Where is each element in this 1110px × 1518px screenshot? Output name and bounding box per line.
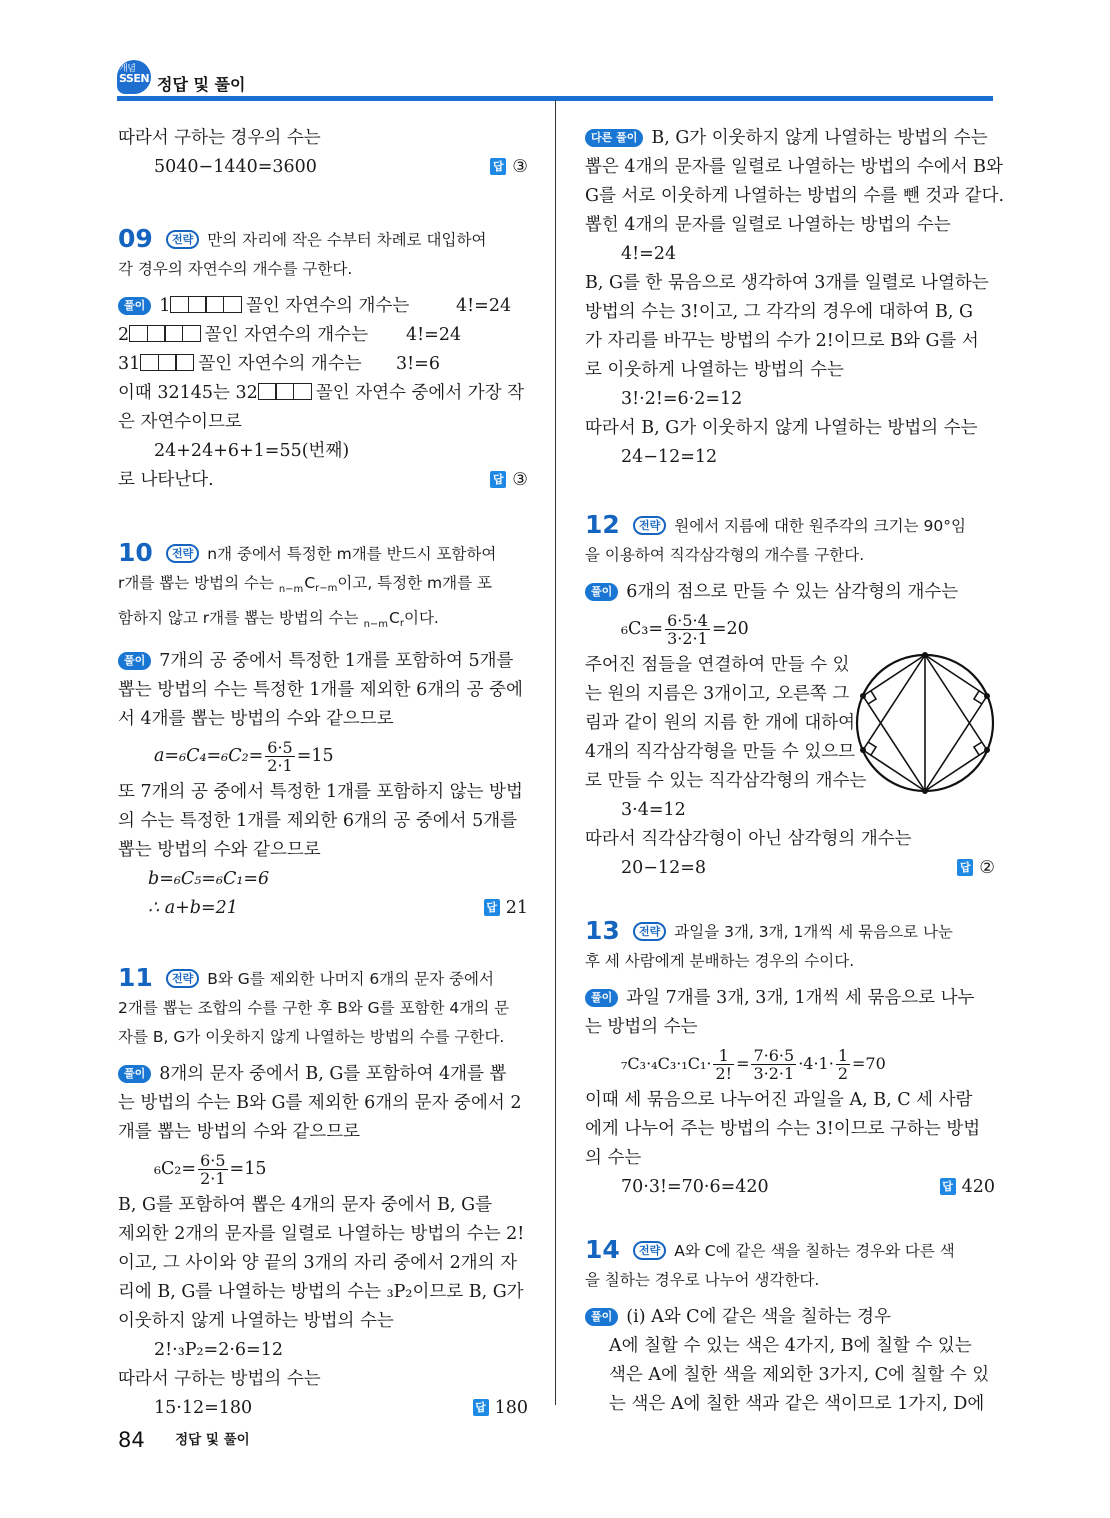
- solution-badge: 풀이: [585, 989, 618, 1007]
- equation: =15: [296, 746, 334, 766]
- question-number: 12: [585, 510, 620, 539]
- page-header: [117, 58, 993, 102]
- solution-badge: 풀이: [585, 583, 618, 601]
- numerator: 1: [837, 1046, 849, 1065]
- text-line: 는 방법의 수는 B와 G를 제외한 6개의 문자 중에서 2: [118, 1093, 522, 1113]
- question-10: [118, 538, 528, 923]
- answer-value: ③: [512, 470, 528, 490]
- text-line: A에 칠할 수 있는 색은 4가지, B에 칠할 수 있는: [609, 1336, 972, 1356]
- denominator: 3·2·1: [667, 629, 708, 648]
- text-line: 따라서 구하는 방법의 수는: [118, 1369, 321, 1389]
- digit-prefix: 2: [118, 325, 130, 345]
- page-footer: [118, 1428, 250, 1452]
- text-line: 뽑는 방법의 수는 특정한 1개를 제외한 6개의 공 중에: [118, 680, 523, 700]
- blank-box: [223, 296, 242, 313]
- text-line: 방법의 수는 3!이고, 그 각각의 경우에 대하여 B, G: [585, 302, 974, 322]
- text-line: 는 방법의 수는: [585, 1017, 698, 1037]
- numerator: 6·5: [267, 738, 293, 757]
- text-line: 로 이웃하게 나열하는 방법의 수는: [585, 360, 844, 380]
- alt-solution-badge: 다른 풀이: [585, 129, 643, 147]
- equation-line: [118, 734, 528, 778]
- denominator: 2·1: [200, 1169, 226, 1188]
- equation: 5040−1440=3600: [154, 157, 317, 177]
- digit-prefix: 31: [118, 354, 141, 374]
- text-line: 림과 같이 원의 지름 한 개에 대하여: [585, 713, 856, 733]
- equation-line: [118, 153, 528, 182]
- text-line: 뽑힌 4개의 문자를 일렬로 나열하는 방법의 수는: [585, 215, 951, 235]
- digit-prefix: 1: [159, 296, 171, 316]
- blank-box: [158, 354, 177, 371]
- column-divider: [555, 100, 556, 1405]
- fraction: [713, 1047, 734, 1082]
- answer-mark: [484, 894, 528, 923]
- solution-badge: 풀이: [118, 1065, 151, 1083]
- equation: =15: [229, 1159, 267, 1179]
- question-13: [585, 916, 995, 1202]
- fraction: [836, 1047, 850, 1082]
- text: r개를 뽑는 방법의 수는: [118, 574, 279, 592]
- strategy-text: 을 칠하는 경우로 나누어 생각한다.: [585, 1271, 820, 1289]
- answer-mark: [940, 1173, 995, 1202]
- strategy-text: 을 이용하여 직각삼각형의 개수를 구한다.: [585, 546, 865, 564]
- answer-icon: 답: [490, 158, 506, 175]
- text: B, G가 이웃하지 않게 나열하는 방법의 수는: [651, 128, 988, 148]
- strategy-badge: 전략: [633, 516, 666, 535]
- text-line: B, G를 포함하여 뽑은 4개의 문자 중에서 B, G를: [118, 1195, 493, 1215]
- text-line: 이때 세 묶음으로 나누어진 과일을 A, B, C 세 사람: [585, 1090, 973, 1110]
- strategy-badge: 전략: [633, 1241, 666, 1260]
- subscript: r: [399, 618, 404, 629]
- equation-line: 3!·2!=6·2=12: [621, 389, 743, 409]
- text: 이다.: [403, 609, 439, 627]
- strategy-text: 2개를 뽑는 조합의 수를 구한 후 B와 G를 포함한 4개의 문: [118, 999, 510, 1017]
- alt-solution-block: [585, 124, 1005, 472]
- text: 로 나타난다.: [118, 470, 214, 490]
- subscript: n−m: [278, 584, 304, 595]
- text-line: 따라서 직각삼각형이 아닌 삼각형의 개수는: [585, 829, 912, 849]
- answer-value: ③: [512, 157, 528, 177]
- equation-line: [118, 1147, 528, 1191]
- equation: 70·3!=70·6=420: [621, 1177, 769, 1197]
- strategy-text: 후 세 사람에게 분배하는 경우의 수이다.: [585, 952, 855, 970]
- strategy-text: 과일을 3개, 3개, 1개씩 세 묶음으로 나눈: [674, 923, 953, 941]
- equation-line: 24−12=12: [621, 447, 718, 467]
- blank-box: [147, 325, 166, 342]
- answer-value: 420: [961, 1177, 995, 1197]
- text: 6개의 점으로 만들 수 있는 삼각형의 개수는: [626, 582, 959, 602]
- equation: a=₆C₄=₆C₂=: [154, 746, 264, 766]
- equation: ₇C₃·₄C₃·₁C₁·: [621, 1054, 712, 1073]
- equation: ∴ a+b=21: [148, 898, 238, 918]
- numerator: 6·5·4: [667, 611, 708, 630]
- text: 꼴인 자연수 중에서 가장 작: [315, 383, 525, 403]
- blank-box: [129, 325, 148, 342]
- text-line: 뽑는 방법의 수와 같으므로: [118, 840, 321, 860]
- fraction: [751, 1047, 796, 1082]
- value: 4!=24: [406, 325, 462, 345]
- question-number: 14: [585, 1235, 620, 1264]
- inscribed-triangles-figure: [853, 651, 997, 795]
- text-line: 4개의 직각삼각형을 만들 수 있으므: [585, 742, 856, 762]
- subscript: r−m: [315, 583, 338, 594]
- equation-line: 4!=24: [621, 244, 677, 264]
- question-number: 13: [585, 916, 620, 945]
- answer-icon: 답: [484, 899, 500, 916]
- answer-icon: 답: [940, 1178, 956, 1195]
- equation: ₆C₂=: [154, 1159, 197, 1179]
- question-14: [585, 1235, 995, 1419]
- text-line: 이고, 그 사이와 양 끝의 3개의 자리 중에서 2개의 자: [118, 1253, 518, 1273]
- text-line: G를 서로 이웃하게 나열하는 방법의 수를 뺀 것과 같다.: [585, 186, 1005, 206]
- blank-box: [175, 354, 194, 371]
- text-line: 뽑은 4개의 문자를 일렬로 나열하는 방법의 수에서 B와: [585, 157, 1003, 177]
- strategy-text: 자를 B, G가 이웃하지 않게 나열하는 방법의 수를 구한다.: [118, 1028, 505, 1046]
- equation-line: 3·4=12: [621, 800, 686, 820]
- text-line: 의 수는 특정한 1개를 제외한 6개의 공 중에서 5개를: [118, 811, 518, 831]
- solution-badge: 풀이: [118, 297, 151, 315]
- text: 꼴인 자연수의 개수는: [198, 354, 362, 374]
- text-line: 제외한 2개의 문자를 일렬로 나열하는 방법의 수는 2!: [118, 1224, 525, 1244]
- text-line: 따라서 B, G가 이웃하지 않게 나열하는 방법의 수는: [585, 418, 978, 438]
- equation-line: [585, 607, 995, 651]
- equation-line: 2!·₃P₂=2·6=12: [154, 1340, 283, 1360]
- page-number: 84: [118, 1428, 145, 1452]
- equation: b=₆C₅=₆C₁=6: [148, 869, 270, 889]
- equation: ·4·1·: [798, 1054, 834, 1073]
- denominator: 2: [837, 1064, 849, 1083]
- text-line: 로 만들 수 있는 직각삼각형의 개수는: [585, 771, 867, 791]
- text-line: 리에 B, G를 나열하는 방법의 수는 ₃P₂이므로 B, G가: [118, 1282, 524, 1302]
- text: 꼴인 자연수의 개수는: [204, 325, 368, 345]
- denominator: 3·2·1: [753, 1064, 795, 1083]
- strategy-badge: 전략: [166, 544, 199, 563]
- symbol: C: [389, 609, 400, 627]
- solution-badge: 풀이: [118, 652, 151, 670]
- symbol: C: [304, 574, 316, 592]
- text-line: 가 자리를 바꾸는 방법의 수가 2!이므로 B와 G를 서: [585, 331, 979, 351]
- text: 7개의 공 중에서 특정한 1개를 포함하여 5개를: [159, 651, 514, 671]
- strategy-badge: 전략: [633, 922, 666, 941]
- text: 8개의 문자 중에서 B, G를 포함하여 4개를 뽑: [159, 1064, 507, 1084]
- value: 4!=24: [456, 296, 512, 316]
- question-11: [118, 963, 528, 1423]
- answer-mark: [490, 153, 528, 182]
- strategy-text: A와 C에 같은 색을 칠하는 경우와 다른 색: [674, 1242, 955, 1260]
- strategy-badge: 전략: [166, 969, 199, 988]
- strategy-text: n개 중에서 특정한 m개를 반드시 포함하여: [207, 545, 497, 563]
- numerator: 7·6·5: [753, 1046, 795, 1065]
- equation: ₆C₃=: [621, 619, 664, 639]
- numerator: 6·5: [200, 1151, 226, 1170]
- equation: =: [736, 1054, 750, 1073]
- strategy-text: 만의 자리에 작은 수부터 차례로 대입하여: [207, 231, 487, 249]
- text-line: 색은 A에 칠한 색을 제외한 3가지, C에 칠할 수 있: [609, 1365, 990, 1385]
- blank-box: [205, 296, 224, 313]
- answer-icon: 답: [957, 859, 973, 876]
- logo-line2: SSEN: [119, 72, 150, 85]
- answer-value: 21: [505, 898, 528, 918]
- equation: =20: [711, 619, 749, 639]
- answer-mark: [490, 466, 528, 495]
- fraction: [198, 1152, 227, 1187]
- blank-box: [140, 354, 159, 371]
- fraction: [265, 739, 294, 774]
- denominator: 2!: [715, 1064, 733, 1083]
- question-number: 09: [118, 224, 153, 253]
- text-line: 개를 뽑는 방법의 수와 같으므로: [118, 1122, 361, 1142]
- blank-box: [182, 325, 201, 342]
- text-line: 는 색은 A에 칠한 색과 같은 색이므로 1가지, D에: [609, 1394, 985, 1414]
- text-line: 에게 나누어 주는 방법의 수는 3!이므로 구하는 방법: [585, 1119, 981, 1139]
- strategy-badge: 전략: [166, 230, 199, 249]
- strategy-text: B와 G를 제외한 나머지 6개의 문자 중에서: [207, 970, 494, 988]
- text: 함하지 않고 r개를 뽑는 방법의 수는: [118, 609, 364, 627]
- intro-block: [118, 124, 528, 182]
- blank-box: [258, 383, 277, 400]
- answer-mark: [957, 854, 995, 883]
- header-title: 정답 및 풀이: [157, 75, 246, 94]
- text-line: 는 원의 지름은 3개이고, 오른쪽 그: [585, 684, 850, 704]
- text-line: 서 4개를 뽑는 방법의 수와 같으므로: [118, 709, 394, 729]
- value: 3!=6: [396, 354, 440, 374]
- logo-line1: 개념: [119, 64, 136, 74]
- strategy-text: 원에서 지름에 대한 원주각의 크기는 90°임: [674, 517, 966, 535]
- text-line: 이웃하지 않게 나열하는 방법의 수는: [118, 1311, 394, 1331]
- text-line: 따라서 구하는 경우의 수는: [118, 128, 321, 148]
- answer-icon: 답: [490, 471, 506, 488]
- blank-box: [188, 296, 207, 313]
- equation-line: [585, 1042, 995, 1086]
- text: (i) A와 C에 같은 색을 칠하는 경우: [626, 1307, 891, 1327]
- blank-box: [170, 296, 189, 313]
- strategy-text: 각 경우의 자연수의 개수를 구한다.: [118, 260, 353, 278]
- text-line: 주어진 점들을 연결하여 만들 수 있: [585, 655, 850, 675]
- answer-value: ②: [979, 858, 995, 878]
- answer-mark: [473, 1394, 528, 1423]
- blank-box: [293, 383, 312, 400]
- equation: 20−12=8: [621, 858, 706, 878]
- equation: 15·12=180: [154, 1398, 253, 1418]
- text: 과일 7개를 3개, 3개, 1개씩 세 묶음으로 나누: [626, 988, 975, 1008]
- brand-logo: [117, 60, 151, 94]
- equation-line: 24+24+6+1=55(번째): [154, 441, 350, 461]
- text: 이고, 특정한 m개를 포: [337, 574, 492, 592]
- question-number: 10: [118, 538, 153, 567]
- answer-icon: 답: [473, 1399, 489, 1416]
- left-column: [118, 124, 528, 1423]
- numerator: 1: [713, 1047, 734, 1065]
- text-line: 은 자연수이므로: [118, 412, 242, 432]
- fraction: [665, 612, 710, 647]
- answer-value: 180: [494, 1398, 528, 1418]
- subscript: n−m: [363, 619, 389, 630]
- question-09: [118, 224, 528, 495]
- blank-box: [164, 325, 183, 342]
- text: 이때 32145는 32: [118, 383, 258, 403]
- solution-badge: 풀이: [585, 1308, 618, 1326]
- text-line: 또 7개의 공 중에서 특정한 1개를 포함하지 않는 방법: [118, 782, 523, 802]
- denominator: 2·1: [267, 756, 293, 775]
- blank-box: [275, 383, 294, 400]
- equation: =70: [852, 1054, 886, 1073]
- text: 꼴인 자연수의 개수는: [245, 296, 410, 316]
- footer-title: 정답 및 풀이: [175, 1432, 250, 1448]
- question-number: 11: [118, 963, 153, 992]
- text-line: B, G를 한 묶음으로 생각하여 3개를 일렬로 나열하는: [585, 273, 989, 293]
- text-line: 의 수는: [585, 1148, 642, 1168]
